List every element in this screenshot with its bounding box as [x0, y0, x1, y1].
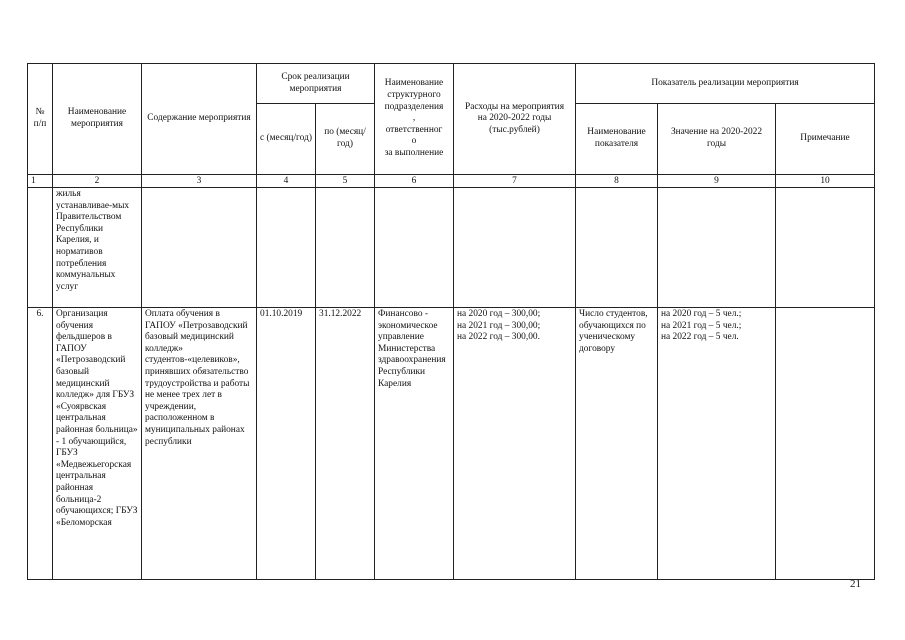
column-number: 3	[142, 175, 257, 188]
column-number: 9	[658, 175, 776, 188]
table-row	[28, 188, 875, 308]
indicator-name-cell: Число студентов, обучающихся по ученическому договору	[576, 308, 658, 580]
header-from: с (месяц/год)	[257, 104, 316, 175]
header-to: по (месяц/год)	[316, 104, 375, 175]
continuation-name-cell: жилья устанавливае-мых Правительством Республики Карелия, и нормативов потребления коммунальных услуг	[53, 188, 142, 308]
header-ind-value: Значение на 2020-2022 годы	[658, 104, 776, 175]
row-number: 6.	[28, 308, 53, 580]
header-num: № п/п	[28, 64, 53, 175]
header-name: Наименование мероприятия	[53, 64, 142, 175]
header-note: Примечание	[776, 104, 875, 175]
column-number: 7	[454, 175, 576, 188]
column-number: 4	[257, 175, 316, 188]
costs-cell: на 2020 год – 300,00; на 2021 год – 300,00; на 2022 год – 300,00.	[454, 308, 576, 580]
measures-table	[27, 63, 875, 580]
period-to-cell: 31.12.2022	[316, 308, 375, 580]
responsible-dept-cell: Финансово - экономическое управление Министерства здравоохранения Республики Карелия	[375, 308, 454, 580]
column-number-row	[28, 175, 875, 188]
period-from-cell: 01.10.2019	[257, 308, 316, 580]
measure-name-cell: Организация обучения фельдшеров в ГАПОУ «Петрозаводский базовый медицинский колледж» для ГБУЗ «Суоярвская центральная районная больница» - 1 обучающийся, ГБУЗ «Медвежьегорская центральная районная больница-2 обучающихся; ГБУЗ «Беломорская	[53, 308, 142, 580]
column-number: 1	[28, 175, 53, 188]
header-period: Срок реализации мероприятия	[257, 64, 375, 104]
header-content: Содержание мероприятия	[142, 64, 257, 175]
header-dept: Наименование структурного подразделения , ответственног о за выполнение	[375, 64, 454, 175]
measure-content-cell: Оплата обучения в ГАПОУ «Петрозаводский базовый медицинский колледж» студентов-«целевиков», принявших обязательство трудоустройства и работы не менее трех лет в учреждении, расположенном в муниципальных районах республики	[142, 308, 257, 580]
header-indicator: Показатель реализации мероприятия	[576, 64, 875, 104]
indicator-value-cell: на 2020 год – 5 чел.; на 2021 год – 5 чел.; на 2022 год – 5 чел.	[658, 308, 776, 580]
column-number: 2	[53, 175, 142, 188]
table-row	[28, 308, 875, 580]
column-number: 5	[316, 175, 375, 188]
column-number: 10	[776, 175, 875, 188]
note-cell	[776, 308, 875, 580]
column-number: 8	[576, 175, 658, 188]
header-costs: Расходы на мероприятия на 2020-2022 годы (тыс.рублей)	[454, 64, 576, 175]
page-number: 21	[850, 578, 861, 590]
header-ind-name: Наименование показателя	[576, 104, 658, 175]
column-number: 6	[375, 175, 454, 188]
